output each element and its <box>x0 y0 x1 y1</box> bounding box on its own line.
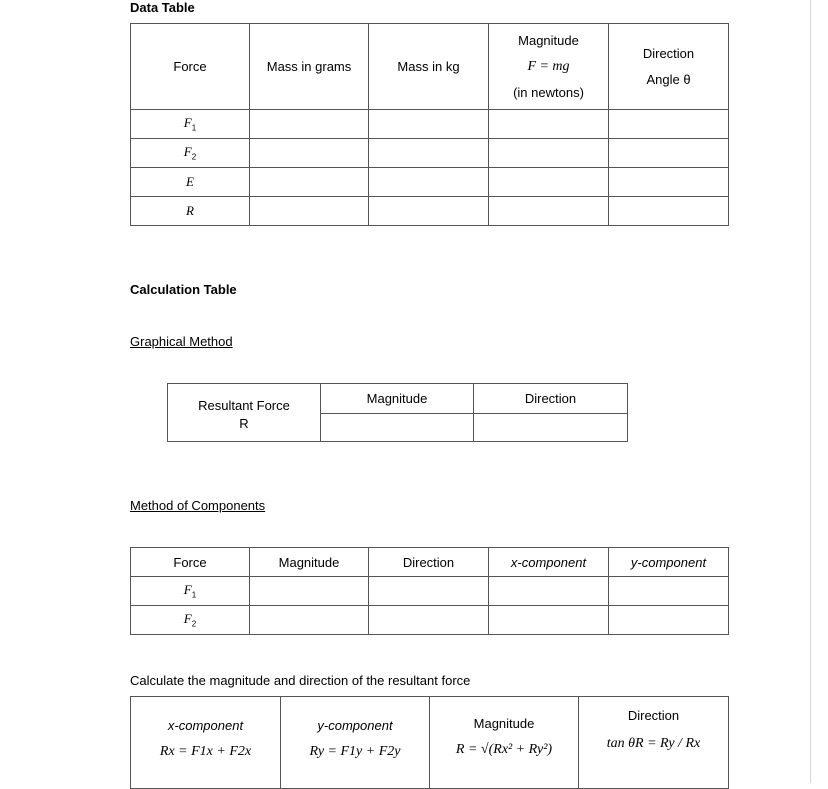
graphical-direction-cell[interactable] <box>474 414 628 442</box>
table-row <box>131 139 729 168</box>
direction-cell[interactable] <box>609 110 729 139</box>
header-magnitude-label: Magnitude <box>518 32 579 48</box>
resultant-magnitude-cell <box>430 697 579 789</box>
header-magnitude: Magnitude <box>321 384 474 414</box>
magnitude-cell[interactable] <box>250 577 369 606</box>
resultant-x-label: x-component <box>167 718 244 733</box>
x-component-cell[interactable] <box>489 577 609 606</box>
mass-grams-cell[interactable] <box>250 197 369 226</box>
resultant-y-label: y-component <box>317 718 393 733</box>
data-table-title: Data Table <box>130 0 195 15</box>
direction-cell[interactable] <box>609 139 729 168</box>
resultant-direction-cell <box>579 697 729 789</box>
header-y-component: y-component <box>609 548 729 577</box>
magnitude-cell[interactable] <box>489 197 609 226</box>
resultant-direction-label: Direction <box>627 708 680 723</box>
graphical-method-title: Graphical Method <box>130 334 233 349</box>
force-label-r: R <box>131 197 250 226</box>
table-row <box>131 110 729 139</box>
header-direction-label: Direction <box>642 45 695 61</box>
resultant-force-label: Resultant Force <box>198 398 290 413</box>
header-direction: Direction <box>474 384 628 414</box>
header-resultant-force <box>168 384 321 442</box>
force-label-e: E <box>131 168 250 197</box>
direction-cell[interactable] <box>369 606 489 635</box>
mass-grams-cell[interactable] <box>250 110 369 139</box>
header-mass-grams: Mass in grams <box>250 24 369 110</box>
mass-kg-cell[interactable] <box>369 168 489 197</box>
table-row <box>131 577 729 606</box>
direction-cell[interactable] <box>369 577 489 606</box>
resultant-table <box>130 696 729 789</box>
header-x-component: x-component <box>489 548 609 577</box>
magnitude-cell[interactable] <box>250 606 369 635</box>
resultant-row <box>131 697 729 789</box>
page-edge <box>810 0 811 783</box>
header-direction-angle: Angle θ <box>646 71 691 87</box>
header-force: Force <box>131 24 250 110</box>
resultant-direction-formula <box>579 729 728 759</box>
magnitude-formula-text: R = √(Rx² + Ry²) <box>455 742 553 757</box>
force-label-f1: $F_1$ <box>131 577 250 606</box>
direction-cell[interactable] <box>609 168 729 197</box>
table-row <box>131 168 729 197</box>
header-magnitude <box>489 24 609 110</box>
header-direction <box>609 24 729 110</box>
resultant-magnitude-label: Magnitude <box>473 716 535 731</box>
magnitude-cell[interactable] <box>489 168 609 197</box>
header-magnitude-unit: (in newtons) <box>513 84 584 100</box>
resultant-y-formula <box>281 739 429 765</box>
x-component-cell[interactable] <box>489 606 609 635</box>
table-row <box>131 197 729 226</box>
y-component-cell[interactable] <box>609 577 729 606</box>
calculation-table-title: Calculation Table <box>130 282 237 297</box>
resultant-x-cell <box>131 697 281 789</box>
mass-grams-cell[interactable] <box>250 168 369 197</box>
table-row <box>131 606 729 635</box>
force-label-f1: $F_1$ <box>131 110 250 139</box>
header-direction: Direction <box>369 548 489 577</box>
components-header-row <box>131 548 729 577</box>
magnitude-cell[interactable] <box>489 110 609 139</box>
mass-grams-cell[interactable] <box>250 139 369 168</box>
data-table-header-row <box>131 24 729 110</box>
y-formula-text: Ry = F1y + F2y <box>309 744 401 759</box>
graphical-magnitude-cell[interactable] <box>321 414 474 442</box>
mass-kg-cell[interactable] <box>369 139 489 168</box>
x-formula-text: Rx = F1x + F2x <box>159 744 252 759</box>
resultant-force-symbol: R <box>239 416 249 431</box>
components-table <box>130 547 729 635</box>
force-label-f2: $F_2$ <box>131 139 250 168</box>
header-mass-kg: Mass in kg <box>369 24 489 110</box>
graphical-method-table <box>167 383 628 442</box>
header-magnitude-formula: F = mg <box>527 58 570 74</box>
resultant-magnitude-formula <box>430 737 578 763</box>
y-component-cell[interactable] <box>609 606 729 635</box>
resultant-instruction: Calculate the magnitude and direction of the resultant force <box>130 673 471 688</box>
resultant-y-cell <box>281 697 430 789</box>
data-table <box>130 23 729 226</box>
mass-kg-cell[interactable] <box>369 197 489 226</box>
magnitude-cell[interactable] <box>489 139 609 168</box>
force-label-f2: $F_2$ <box>131 606 250 635</box>
mass-kg-cell[interactable] <box>369 110 489 139</box>
method-of-components-title: Method of Components <box>130 498 266 513</box>
header-force: Force <box>131 548 250 577</box>
direction-formula-text: tan θR = Ry / Rx <box>606 736 701 751</box>
resultant-x-formula <box>131 739 280 765</box>
header-magnitude: Magnitude <box>250 548 369 577</box>
graphical-header-row <box>168 384 628 414</box>
direction-cell[interactable] <box>609 197 729 226</box>
